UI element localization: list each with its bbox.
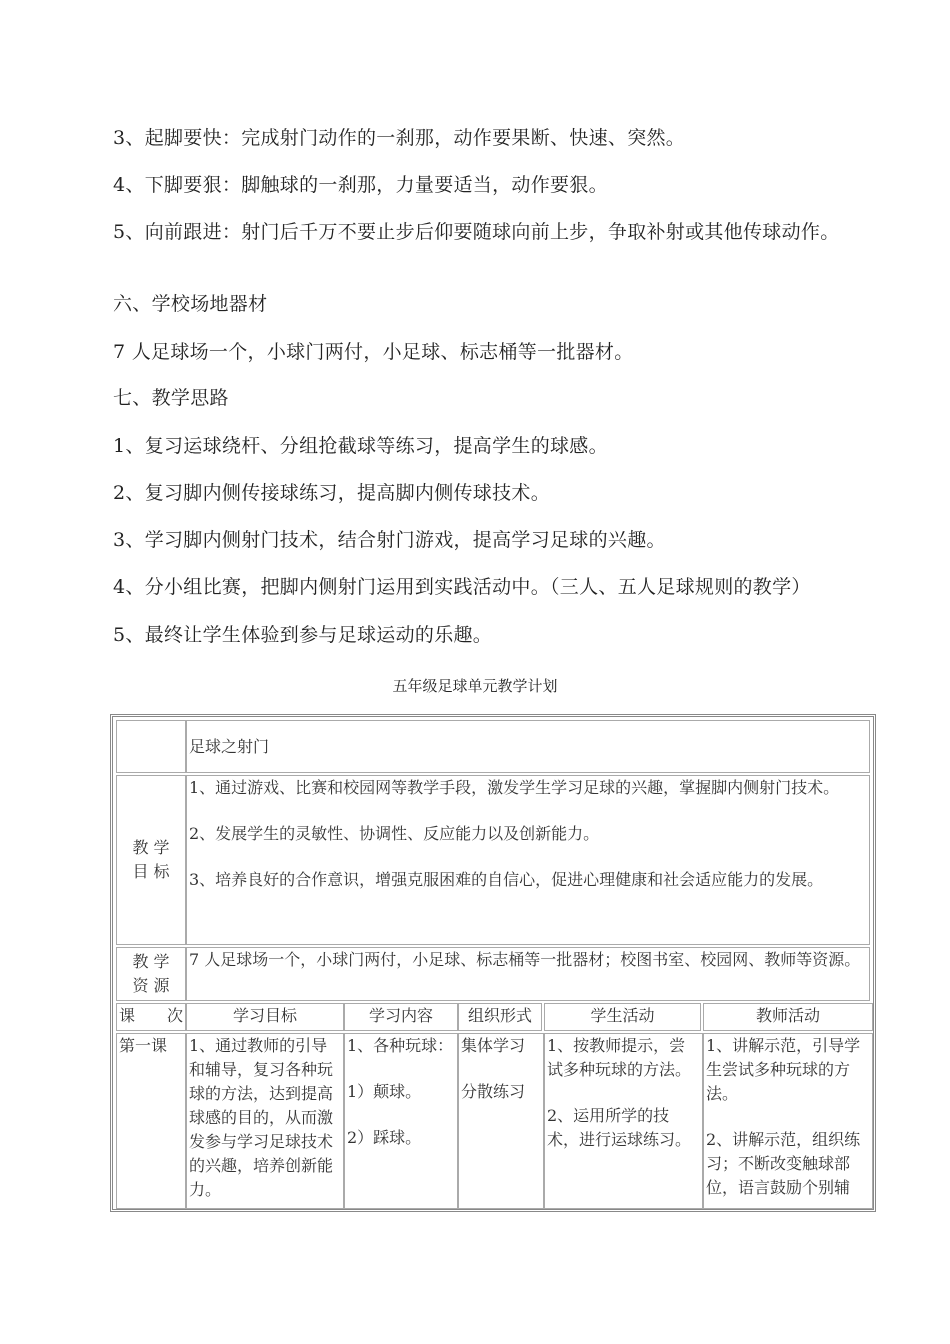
resources-label-line1: 教 学 bbox=[132, 952, 170, 971]
unit-label-cell bbox=[116, 720, 186, 773]
header-lesson-label: 课 次 bbox=[119, 1006, 184, 1025]
resources-label-cell bbox=[116, 947, 186, 1001]
lesson1-student-item: 2、运用所学的技术，进行运球练习。 bbox=[547, 1106, 692, 1149]
table-caption: 五年级足球单元教学计划 bbox=[392, 677, 558, 695]
header-organization bbox=[458, 1003, 542, 1031]
lesson1-content-item: 2）踩球。 bbox=[347, 1128, 422, 1147]
header-content bbox=[344, 1003, 458, 1031]
goals-label-line1: 教 学 bbox=[132, 838, 170, 857]
goal-item: 3、培养良好的合作意识，增强克服困难的自信心，促进心理健康和社会适应能力的发展。 bbox=[189, 870, 824, 889]
header-objective-label: 学习目标 bbox=[232, 1006, 297, 1025]
lesson1-teacher-item: 2、讲解示范，组织练习；不断改变触球部位，语言鼓励个别辅 bbox=[706, 1130, 861, 1197]
lesson1-content-cell bbox=[344, 1033, 458, 1209]
header-organization-label: 组织形式 bbox=[467, 1006, 532, 1025]
lesson1-objective-cell bbox=[186, 1033, 344, 1209]
goals-label-line2: 目 标 bbox=[132, 862, 170, 881]
header-teacher-activity-label: 教师活动 bbox=[755, 1006, 820, 1025]
resources-value-cell bbox=[186, 947, 870, 1001]
header-teacher-activity bbox=[703, 1003, 873, 1031]
lesson1-organization-item: 分散练习 bbox=[461, 1082, 526, 1101]
lesson1-organization-item: 集体学习 bbox=[461, 1036, 526, 1055]
section-heading-venue: 六、学校场地器材 bbox=[113, 293, 268, 315]
goals-label-cell bbox=[116, 775, 186, 945]
paragraph-approach-5: 5、最终让学生体验到参与足球运动的乐趣。 bbox=[113, 624, 493, 646]
resources-value: 7 人足球场一个，小球门两付，小足球、标志桶等一批器材；校图书室、校园网、教师等资源。 bbox=[189, 950, 861, 969]
paragraph-approach-3: 3、学习脚内侧射门技术，结合射门游戏，提高学习足球的兴趣。 bbox=[113, 529, 666, 551]
unit-value-cell bbox=[186, 720, 870, 773]
goal-item: 2、发展学生的灵敏性、协调性、反应能力以及创新能力。 bbox=[189, 824, 600, 843]
unit-value: 足球之射门 bbox=[189, 736, 270, 756]
lesson1-student-cell bbox=[544, 1033, 703, 1209]
lesson1-content-item: 1、各种玩球： bbox=[347, 1036, 454, 1055]
lesson1-content-item: 1）颠球。 bbox=[347, 1082, 422, 1101]
header-content-label: 学习内容 bbox=[368, 1006, 433, 1025]
paragraph-approach-1: 1、复习运球绕杆、分组抢截球等练习，提高学生的球感。 bbox=[113, 435, 608, 457]
paragraph-approach-2: 2、复习脚内侧传接球练习，提高脚内侧传球技术。 bbox=[113, 482, 550, 504]
header-student-activity-label: 学生活动 bbox=[590, 1006, 655, 1025]
paragraph-venue: 7 人足球场一个，小球门两付，小足球、标志桶等一批器材。 bbox=[113, 341, 634, 363]
header-objective bbox=[186, 1003, 344, 1031]
lesson1-teacher-cell bbox=[703, 1033, 873, 1209]
teaching-plan-table bbox=[110, 714, 876, 1212]
paragraph-point-5: 5、向前跟进：射门后千万不要止步后仰要随球向前上步，争取补射或其他传球动作。 bbox=[113, 221, 840, 243]
lesson1-name: 第一课 bbox=[119, 1036, 168, 1055]
lesson1-name-cell bbox=[116, 1033, 186, 1209]
paragraph-point-3: 3、起脚要快：完成射门动作的一刹那，动作要果断、快速、突然。 bbox=[113, 127, 686, 149]
goal-item: 1、通过游戏、比赛和校园网等教学手段，激发学生学习足球的兴趣，掌握脚内侧射门技术。 bbox=[189, 778, 840, 797]
paragraph-approach-4: 4、分小组比赛，把脚内侧射门运用到实践活动中。（三人、五人足球规则的教学） bbox=[113, 576, 811, 598]
header-student-activity bbox=[544, 1003, 701, 1031]
paragraph-point-4: 4、下脚要狠：脚触球的一刹那，力量要适当，动作要狠。 bbox=[113, 174, 608, 196]
resources-label-line2: 资 源 bbox=[132, 976, 170, 995]
header-lesson bbox=[116, 1003, 186, 1031]
lesson1-teacher-item: 1、讲解示范，引导学生尝试多种玩球的方法。 bbox=[706, 1036, 861, 1103]
lesson1-organization-cell bbox=[458, 1033, 544, 1209]
goals-value-cell bbox=[186, 775, 870, 945]
lesson1-student-item: 1、按教师提示，尝试多种玩球的方法。 bbox=[547, 1036, 692, 1079]
section-heading-approach: 七、教学思路 bbox=[113, 387, 229, 409]
lesson1-objective: 1、通过教师的引导和辅导，复习各种玩球的方法，达到提高球感的目的，从而激发参与学习足球技术的兴趣，培养创新能力。 bbox=[189, 1036, 334, 1199]
